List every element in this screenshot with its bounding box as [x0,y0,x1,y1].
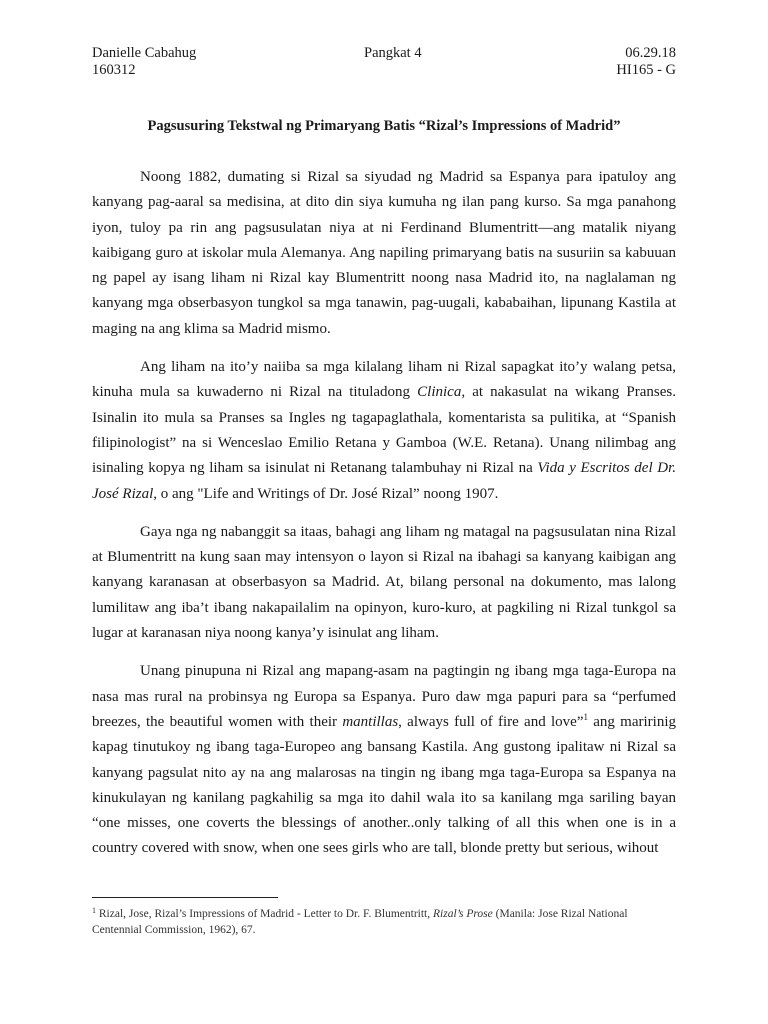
italic-book-title: Vida y Escritos del Dr. José Rizal [92,460,677,502]
text-run: , o ang "Life and Writings of Dr. José Rizal” noong 1907. [153,485,499,502]
student-id: 160312 [92,62,136,78]
page-title: Pagsusuring Tekstwal ng Primaryang Batis “Rizal’s Impressions of Madrid” [147,118,621,134]
body-text [92,165,676,862]
text-run: Ang liham na ito’y naiiba sa mga kilalang liham ni Rizal sapagkat ito’y walang petsa, kinuha mula sa kuwaderno ni Rizal na tituladong [92,359,676,401]
paragraph-4 [92,659,676,861]
footnote-divider [92,897,278,898]
author-name: Danielle Cabahug [92,45,197,61]
course-code: HI165 - G [616,62,676,78]
paragraph-1: Noong 1882, dumating si Rizal sa siyudad ng Madrid sa Espanya para ipatuloy ang kanyang pag-aaral sa medisina, at dito din siya kumuha ng ilan pang kurso. Sa mga panahong iyon, tuloy pa rin ang pagsusulatan niya at ni Ferdinand Blumentritt—ang matalik niyang kaibigang guro at iskolar mula Alemanya. Ang napiling primaryang batis na susuriin sa kabuuan ng papel ay isang liham ni Rizal kay Blumentritt noong nasa Madrid ito, na naglalaman ng kanyang mga obserbasyon tungkol sa mga tanawin, pag-uugali, kababaihan, lipunang Kastila at maging na ang klima sa Madrid mismo. [92,169,676,337]
footnote-work-title: Rizal’s Prose [433,908,493,920]
footnote [92,906,676,938]
text-run: , always full of fire and love” [398,713,584,730]
text-run: ang maririnig kapag tinutukoy ng ibang taga-Europeo ang bansang Kastila. Ang gustong ipalitaw ni Rizal sa kanyang pagsulat nito ay na ang malarosas na tingin ng ibang mga taga-Europa sa Espanya na kinukulayan ng kanilang pagkahilig sa mga ito dahil wala ito sa kanilang mga sariling bayan “one misses, one coverts the blessings of another..only talking of all this when one is in a country covered with snow, when one sees girls who are tall, blonde pretty but serious, wihout [92,713,677,857]
italic-clinica: Clinica, [417,384,466,401]
footnote-reference[interactable]: 1 [583,711,588,722]
group-label: Pangkat 4 [364,45,422,61]
footnote-text: Rizal, Jose, Rizal’s Impressions of Madrid - Letter to Dr. F. Blumentritt, [96,908,434,920]
footnote-number: 1 [92,906,96,915]
text-run: Unang pinupuna ni Rizal ang mapang-asam na pagtingin ng ibang mga taga-Europa na nasa mas rural na probinsya ng Europa sa Espanya. Puro daw mga papuri para sa “perfumed breezes, the beautiful women with their [92,663,676,730]
italic-mantillas: mantillas [342,713,399,730]
paragraph-2 [92,355,676,507]
footnote-text: (Manila: Jose Rizal National Centennial Commission, 1962), 67. [92,908,628,936]
text-run: at nakasulat na wikang Pranses. Isinalin ito mula sa Pranses sa Ingles ng tagapaglathala, komentarista sa pulitika, at “Spanish filipinologist” na si Wenceslao Emilio Retana y Gamboa (W.E. Retana). Unang nilimbag ang isinaling kopya ng liham sa isinulat ni Retanang talambuhay ni Rizal na [92,384,676,477]
date-label: 06.29.18 [625,45,676,61]
paragraph-3: Gaya nga ng nabanggit sa itaas, bahagi ang liham ng matagal na pagsusulatan nina Rizal at Blumentritt na kung saan may intensyon o layon si Rizal na ibahagi sa kanyang kaibigan ang kanyang karanasan at obserbasyon sa Madrid. At, bilang personal na dokumento, mas lalong lumilitaw ang iba’t ibang nakapailalim na opinyon, kuro-kuro, at pagkiling ni Rizal tunkgol sa lugar at karanasan niya noong kanya’y isinulat ang liham. [92,523,676,642]
